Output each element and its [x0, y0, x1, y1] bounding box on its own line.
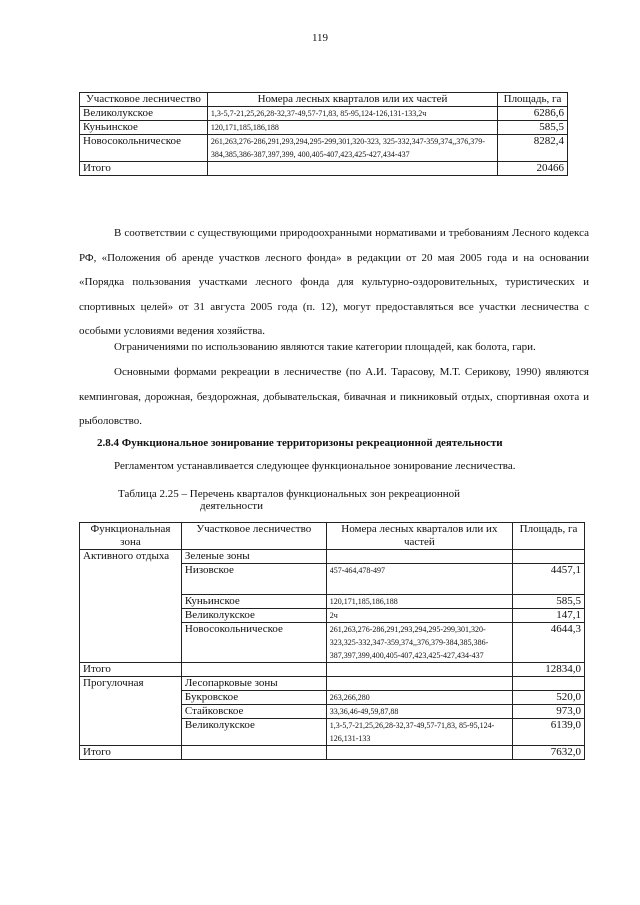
table-caption — [118, 488, 538, 512]
empty-cell — [181, 663, 326, 677]
empty-cell — [513, 677, 585, 691]
area-value: 585,5 — [498, 121, 568, 135]
forestry-name: Букровское — [181, 691, 326, 705]
zone-name: Активного отдыха — [80, 550, 182, 663]
quarter-numbers: 2ч — [326, 609, 512, 623]
zone-name: Прогулочная — [80, 677, 182, 746]
page-number: 119 — [311, 32, 329, 44]
empty-cell — [326, 677, 512, 691]
table-row — [80, 121, 568, 135]
table-row — [80, 550, 585, 564]
functional-zones-table — [79, 522, 585, 760]
forestry-name: Новосокольническое — [80, 135, 208, 162]
forestry-name: Куньинское — [80, 121, 208, 135]
empty-cell — [513, 550, 585, 564]
caption-line: Таблица 2.25 – Перечень кварталов функциональных зон рекреационной — [118, 488, 461, 500]
empty-cell — [326, 663, 512, 677]
area-value: 973,0 — [513, 705, 585, 719]
table-total-row — [80, 746, 585, 760]
quarter-numbers: 33,36,46-49,59,87,88 — [326, 705, 512, 719]
table-total-row — [80, 162, 568, 176]
table-header-row — [80, 93, 568, 107]
section-heading: 2.8.4 Функциональное зонирование территоризоны рекреационной деятельности — [97, 437, 503, 449]
column-header: Функциональная зона — [80, 523, 182, 550]
quarter-numbers: 1,3-5,7-21,25,26,28-32,37-49,57-71,83, 85-95,124-126,131-133,2ч — [207, 107, 497, 121]
body-paragraph: В соответствии с существующими природоохранными нормативами и требованиям Лесного кодекса РФ, «Положения об аренде участков лесного фонда» в редакции от 20 мая 2005 года и на основании «Порядка пользования участками лесного фонда для культурно-оздоровительных, туристических и спортивных целей» от 31 августа 2005 года (п. 12), могут предоставляться все участки лесничества с особыми условиями ведения хозяйства. — [79, 227, 589, 337]
quarter-numbers: 263,266,280 — [326, 691, 512, 705]
area-value: 147,1 — [513, 609, 585, 623]
column-header: Номера лесных кварталов или их частей — [207, 93, 497, 107]
quarter-numbers: 261,263,276-286,291,293,294,295-299,301,320-323,325-332,347-359,374,,376,379-384,385,386-387,397,399,400,405-407,423,425-427,434-437 — [326, 623, 512, 663]
empty-cell — [326, 550, 512, 564]
forestry-name: Великолукское — [181, 609, 326, 623]
table-row — [80, 107, 568, 121]
quarter-numbers: 1,3-5,7-21,25,26,28-32,37-49,57-71,83, 85-95,124-126,131-133 — [326, 719, 512, 746]
section-intro: Регламентом устанавливается следующее функциональное зонирование лесничества. — [114, 460, 516, 472]
column-header: Участковое лесничество — [181, 523, 326, 550]
empty-cell — [207, 162, 497, 176]
area-value: 520,0 — [513, 691, 585, 705]
area-value: 4644,3 — [513, 623, 585, 663]
total-value: 12834,0 — [513, 663, 585, 677]
table-total-row — [80, 663, 585, 677]
area-value: 6139,0 — [513, 719, 585, 746]
area-value: 6286,6 — [498, 107, 568, 121]
forestry-name: Великолукское — [80, 107, 208, 121]
total-label: Итого — [80, 746, 182, 760]
table-header-row — [80, 523, 585, 550]
caption-line: деятельности — [200, 500, 263, 512]
area-value: 585,5 — [513, 595, 585, 609]
total-label: Итого — [80, 663, 182, 677]
empty-cell — [326, 746, 512, 760]
quarter-numbers: 261,263,276-286,291,293,294,295-299,301,320-323, 325-332,347-359,374,,376,379-384,385,386-387,397,399, 400,405-407,423,425-427,434-437 — [207, 135, 497, 162]
column-header: Площадь, га — [513, 523, 585, 550]
forestry-name: Великолукское — [181, 719, 326, 746]
area-value: 4457,1 — [513, 564, 585, 595]
forestry-name: Стайковское — [181, 705, 326, 719]
table-row — [80, 677, 585, 691]
quarter-numbers: 120,171,185,186,188 — [326, 595, 512, 609]
subzone-name: Лесопарковые зоны — [181, 677, 326, 691]
forestry-name: Низовское — [181, 564, 326, 595]
forestry-name: Новосокольническое — [181, 623, 326, 663]
empty-cell — [181, 746, 326, 760]
body-paragraph: Основными формами рекреации в лесничестве (по А.И. Тарасову, М.Т. Серикову, 1990) являются кемпинговая, дорожная, бездорожная, добывательская, бивачная и пикниковый отдых, спортивная охота и рыболовство. — [79, 366, 589, 427]
body-paragraph: Ограничениями по использованию являются такие категории площадей, как болота, гари. — [114, 341, 536, 353]
forestry-name: Куньинское — [181, 595, 326, 609]
area-value: 8282,4 — [498, 135, 568, 162]
column-header: Площадь, га — [498, 93, 568, 107]
quarter-numbers: 120,171,185,186,188 — [207, 121, 497, 135]
column-header: Номера лесных кварталов или их частей — [326, 523, 512, 550]
total-value: 7632,0 — [513, 746, 585, 760]
table-row — [80, 135, 568, 162]
column-header: Участковое лесничество — [80, 93, 208, 107]
total-value: 20466 — [498, 162, 568, 176]
subzone-name: Зеленые зоны — [181, 550, 326, 564]
forestry-area-table — [79, 92, 568, 176]
total-label: Итого — [80, 162, 208, 176]
quarter-numbers: 457-464,478-497 — [326, 564, 512, 595]
